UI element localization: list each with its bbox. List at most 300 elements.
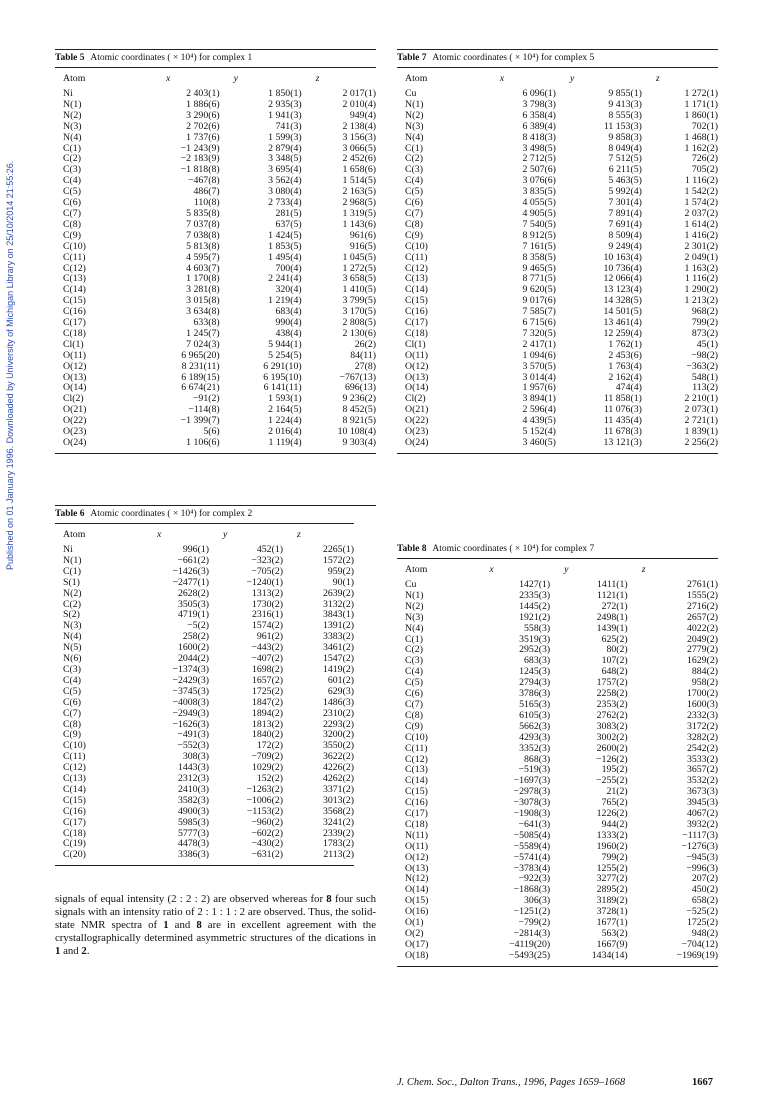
atom-cell: O(2) [405,928,424,939]
atom-cell: Cl(2) [63,393,84,405]
coordinate-cell: 2335(3) [519,589,551,601]
coordinate-cell: −2814(3) [513,928,551,939]
coordinate-cell: 3282(2) [686,731,718,743]
coordinate-cell: 1960(2) [596,840,628,852]
atom-cell: C(13) [63,773,86,785]
coordinate-cell: 629(3) [327,685,354,697]
coordinate-cell: 4 905(5) [522,207,556,219]
coordinate-cell: 5 835(8) [186,207,220,219]
coordinate-cell: 6 291(10) [263,360,302,372]
coordinate-cell: 3 894(1) [522,393,556,405]
coordinate-cell: 1 116(2) [684,273,718,285]
table-row [397,264,718,275]
coordinate-cell: −5493(25) [508,949,551,961]
table-row [397,394,718,405]
coordinate-cell: 949(4) [349,109,376,121]
coordinate-cell: 1667(9) [596,938,628,950]
table-row [397,711,718,722]
atom-cell: O(14) [405,884,429,896]
coordinate-cell: −2 183(9) [180,153,220,165]
coordinate-cell: 2 256(2) [684,437,718,448]
coordinate-cell: 3533(2) [686,753,718,765]
coordinate-cell: 3132(2) [322,598,354,610]
table-row [397,645,718,656]
atom-cell: O(16) [405,906,429,918]
coordinate-cell: 5 254(5) [268,349,302,361]
atom-cell: C(14) [63,783,86,795]
atom-cell: C(3) [63,164,81,176]
atom-cell: N(1) [405,589,424,601]
coordinate-cell: 6 195(10) [263,371,302,383]
coordinate-cell: 2779(2) [686,644,718,656]
atom-cell: C(2) [405,153,423,165]
atom-cell: C(12) [63,762,86,774]
coordinate-cell: 1730(2) [251,598,283,610]
coordinate-cell: 2 073(1) [684,404,718,416]
coordinate-cell: 799(2) [601,851,628,863]
coordinate-cell: 6 358(4) [522,109,556,121]
atom-cell: N(4) [63,131,82,143]
coordinate-cell: 10 108(4) [337,426,376,438]
coordinate-cell: 2 130(6) [342,327,376,339]
table-caption [397,544,718,554]
coordinate-cell: 868(3) [524,753,551,765]
coordinate-cell: 2 702(6) [186,120,220,132]
column-header: Atom [63,529,86,540]
coordinate-cell: 2657(2) [686,611,718,623]
coordinate-cell: 10 163(4) [603,251,642,263]
coordinate-cell: 6 389(4) [522,120,556,132]
atom-cell: C(2) [63,598,81,610]
atom-cell: N(2) [63,109,82,121]
coordinate-cell: 2952(3) [519,644,551,656]
table-row [397,885,718,896]
table-row [397,122,718,133]
coordinate-cell: 3386(3) [177,849,209,861]
coordinate-cell: 2 712(5) [522,153,556,165]
column-header: y [233,73,238,84]
atom-cell: Cl(1) [405,338,426,350]
coordinate-cell: 3532(2) [686,775,718,787]
coordinate-cell: 1600(3) [686,698,718,710]
coordinate-cell: 3582(3) [177,794,209,806]
coordinate-cell: 1 941(3) [268,109,302,121]
coordinate-cell: 5 813(8) [186,240,220,252]
table-row [397,405,718,416]
atom-cell: O(1) [405,917,424,929]
coordinate-cell: 2761(1) [686,579,718,590]
atom-cell: C(18) [405,327,428,339]
table-row [397,242,718,253]
coordinate-cell: 3241(2) [322,816,354,828]
coordinate-cell: 11 435(4) [603,415,642,427]
table-caption [55,53,376,63]
coordinate-cell: 7 024(3) [186,338,220,350]
table-row [397,831,718,842]
coordinate-cell: 2 879(4) [268,142,302,154]
coordinate-cell: 8 771(5) [522,273,556,285]
atom-cell: C(3) [63,663,81,675]
coordinate-cell: 1 514(5) [342,175,376,187]
coordinate-cell: 13 461(4) [603,317,642,329]
atom-cell: C(4) [63,674,81,686]
atom-cell: C(15) [405,786,428,798]
coordinate-cell: 1 045(5) [342,251,376,263]
coordinate-cell: 207(2) [691,873,718,885]
atom-cell: O(24) [405,437,429,448]
coordinate-cell: 1600(2) [177,642,209,654]
coordinate-cell: 3 076(6) [522,175,556,187]
coordinate-cell: 195(2) [601,764,628,776]
coordinate-cell: 1486(3) [322,696,354,708]
coordinate-cell: −996(3) [686,862,718,874]
atom-cell: C(5) [63,685,81,697]
coordinate-cell: 3352(3) [519,742,551,754]
coordinate-cell: 1 162(2) [684,142,718,154]
table-row [397,722,718,733]
atom-cell: C(17) [405,808,428,820]
coordinate-cell: 12 259(4) [603,327,642,339]
table-row [397,296,718,307]
coordinate-cell: 1427(1) [519,579,551,590]
coordinate-cell: 11 858(1) [603,393,642,405]
coordinate-cell: 3657(2) [686,764,718,776]
atom-cell: O(13) [405,862,429,874]
table-row [397,787,718,798]
coordinate-cell: 3 798(3) [522,98,556,110]
coordinate-cell: 5165(3) [519,698,551,710]
coordinate-cell: −91(2) [192,393,220,405]
atom-cell: O(23) [405,426,429,438]
table-row [397,274,718,285]
coordinate-cell: 1847(2) [251,696,283,708]
atom-cell: C(9) [405,720,423,732]
atom-cell: C(17) [63,317,86,329]
coordinate-cell: 1411(1) [597,579,628,590]
table-row [397,373,718,384]
column-header: y [564,564,569,575]
coordinate-cell: 625(2) [601,633,628,645]
atom-cell: C(4) [405,666,423,678]
coordinate-cell: 3519(3) [519,633,551,645]
coordinate-cell: 2498(1) [596,611,628,623]
atom-cell: O(13) [405,371,429,383]
atom-cell: C(6) [63,696,81,708]
coordinate-cell: 9 303(4) [342,437,376,448]
coordinate-cell: −1908(3) [513,808,551,820]
atom-cell: O(24) [63,437,87,448]
table-row [397,427,718,438]
coordinate-cell: −1426(3) [172,565,209,577]
coordinate-cell: −705(2) [251,565,283,577]
coordinate-cell: 1245(3) [519,666,551,678]
coordinate-cell: 702(1) [691,120,718,132]
coordinate-cell: 9 855(1) [608,88,642,99]
atom-cell: N(11) [405,829,429,841]
coordinate-cell: 3622(2) [322,751,354,763]
table-row [55,253,376,264]
atom-cell: N(3) [63,620,82,632]
atom-cell: Cl(2) [405,393,426,405]
table-rule [55,49,376,50]
coordinate-cell: 2316(1) [251,609,283,621]
coordinate-cell: 1 213(2) [684,295,718,307]
coordinate-cell: 2310(2) [322,707,354,719]
coordinate-cell: 2 453(6) [608,349,642,361]
atom-cell: C(7) [405,207,423,219]
coordinate-cell: 7 585(7) [522,306,556,318]
coordinate-cell: 3 170(5) [342,306,376,318]
coordinate-cell: 3945(3) [686,797,718,809]
coordinate-cell: −3078(3) [513,797,551,809]
coordinate-cell: 4 439(5) [522,415,556,427]
coordinate-cell: 799(2) [691,317,718,329]
coordinate-cell: 1813(2) [251,718,283,730]
atom-cell: C(7) [63,207,81,219]
table-caption-text: Atomic coordinates ( × 10⁴) for complex 7 [432,544,595,554]
atom-cell: N(3) [63,120,82,132]
coordinate-cell: −5589(4) [513,840,551,852]
coordinate-cell: 2 017(1) [342,88,376,99]
coordinate-cell: 3013(2) [322,794,354,806]
atom-cell: Ni [63,88,73,99]
coordinate-cell: 6 141(11) [263,382,302,394]
table-row [397,776,718,787]
coordinate-cell: 1 763(4) [608,360,642,372]
coordinate-cell: 1226(2) [596,808,628,820]
coordinate-cell: 7 301(4) [608,197,642,209]
atom-cell: O(22) [63,415,87,427]
coordinate-cell: 1 614(2) [684,218,718,230]
coordinate-cell: 1 224(4) [268,415,302,427]
coordinate-cell: 3728(1) [596,906,628,918]
coordinate-cell: 26(2) [354,338,376,350]
atom-cell: N(5) [63,642,82,654]
table-row [397,656,718,667]
coordinate-cell: 10 736(4) [603,262,642,274]
coordinate-cell: 3932(2) [686,818,718,830]
coordinate-cell: 3 066(5) [342,142,376,154]
coordinate-cell: 90(1) [332,576,354,588]
coordinate-cell: −5741(4) [513,851,551,863]
coordinate-cell: 1419(2) [322,663,354,675]
coordinate-cell: 2628(2) [177,587,209,599]
coordinate-cell: 3 460(5) [522,437,556,448]
coordinate-cell: 320(4) [275,284,302,296]
coordinate-cell: 3 348(5) [268,153,302,165]
coordinate-cell: 1255(2) [596,862,628,874]
coordinate-cell: 2 403(1) [186,88,220,99]
coordinate-cell: −2429(3) [172,674,209,686]
coordinate-cell: 3 835(5) [522,186,556,198]
coordinate-cell: −5085(4) [513,829,551,841]
coordinate-cell: 3277(2) [596,873,628,885]
coordinate-cell: 637(5) [275,218,302,230]
atom-cell: C(1) [405,633,423,645]
coordinate-cell: 12 066(4) [603,273,642,285]
atom-cell: C(12) [405,753,428,765]
coordinate-cell: 452(1) [256,544,283,555]
coordinate-cell: −1 399(7) [180,415,220,427]
coordinate-cell: 3843(1) [322,609,354,621]
column-header: x [499,73,505,84]
table-row [397,853,718,864]
atom-cell: C(8) [63,718,81,730]
coordinate-cell: 1698(2) [251,663,283,675]
table-label: Table 5 [55,53,85,63]
coordinate-cell: 1 410(5) [342,284,376,296]
coordinate-cell: −661(2) [177,554,209,566]
atom-cell: N(1) [63,98,82,110]
table-row [55,589,354,600]
coordinate-cell: 1 853(5) [268,240,302,252]
coordinate-cell: 308(3) [182,751,209,763]
atom-cell: C(5) [405,677,423,689]
atom-cell: O(11) [405,349,429,361]
coordinate-cell: 6 674(21) [181,382,220,394]
coordinate-cell: 3 799(5) [342,295,376,307]
coordinate-cell: 3550(2) [322,740,354,752]
coordinate-cell: 3172(2) [686,720,718,732]
atom-cell: O(11) [405,840,429,852]
coordinate-cell: 700(4) [275,262,302,274]
coordinate-cell: 5(6) [203,426,220,438]
atom-cell: C(18) [63,827,86,839]
atom-cell: C(16) [63,306,86,318]
coordinate-cell: 1 658(6) [342,164,376,176]
coordinate-cell: 948(2) [691,928,718,939]
coordinate-cell: −1276(3) [681,840,718,852]
coordinate-cell: −430(2) [251,838,283,850]
table-row [55,438,376,453]
table-row [397,165,718,176]
coordinate-cell: −323(2) [251,554,283,566]
table-label: Table 7 [397,53,427,63]
coordinate-cell: 1 245(7) [186,327,220,339]
atom-cell: C(10) [63,240,86,252]
coordinates-table [55,67,376,454]
coordinate-cell: 2 507(6) [522,164,556,176]
coordinate-cell: 726(2) [691,153,718,165]
column-header: z [297,529,301,540]
atom-cell: C(14) [63,284,86,296]
coordinate-cell: 3 281(8) [186,284,220,296]
coordinate-cell: 3 658(5) [342,273,376,285]
coordinate-cell: 1 762(1) [608,338,642,350]
table-caption [397,53,718,63]
coordinate-cell: 633(8) [193,317,220,329]
coordinate-cell: 5662(3) [519,720,551,732]
coordinate-cell: 1894(2) [251,707,283,719]
coordinate-cell: 84(11) [350,349,376,361]
coordinate-cell: 11 678(3) [603,426,642,438]
coordinate-cell: 1547(2) [322,653,354,665]
coordinate-cell: 705(2) [691,164,718,176]
column-header: y [223,529,228,540]
atom-cell: S(2) [63,609,80,621]
atom-cell: C(9) [63,729,81,741]
table-row [397,318,718,329]
coordinate-cell: −407(2) [251,653,283,665]
coordinate-cell: 3200(2) [322,729,354,741]
coordinate-cell: 4478(3) [177,838,209,850]
table-row [397,383,718,394]
coordinate-cell: 1 106(6) [186,437,220,448]
table-row [397,340,718,351]
coordinate-cell: 6 211(5) [608,164,642,176]
coordinate-cell: 961(2) [256,631,283,643]
coordinate-cell: 1 957(6) [522,382,556,394]
table-5-block [55,49,376,454]
coordinate-cell: −467(8) [187,175,220,187]
coordinate-cell: 1 143(6) [342,218,376,230]
coordinate-cell: 4719(1) [177,609,209,621]
coordinate-cell: 9 017(6) [522,295,556,307]
atom-cell: C(10) [63,740,86,752]
table-row [397,755,718,766]
coordinate-cell: −704(12) [681,938,718,950]
coordinate-cell: 2 016(4) [268,426,302,438]
coordinate-cell: 3786(3) [519,688,551,700]
coordinate-cell: 2 596(4) [522,404,556,416]
coordinate-cell: 5 944(1) [268,338,302,350]
coordinate-cell: 107(2) [601,655,628,667]
coordinate-cell: 3002(2) [596,731,628,743]
coordinate-cell: −491(3) [177,729,209,741]
coordinate-cell: 1 171(1) [684,98,718,110]
atom-cell: N(4) [63,631,82,643]
coordinate-cell: 3 562(4) [268,175,302,187]
table-row [397,220,718,231]
coordinate-cell: 486(7) [193,186,220,198]
table-row [397,133,718,144]
coordinate-cell: 5985(3) [177,816,209,828]
table-row [397,744,718,755]
coordinate-cell: 961(6) [349,229,376,241]
table-row [397,416,718,427]
table-row [397,896,718,907]
table-7-block [397,49,718,454]
table-row [397,842,718,853]
coordinate-cell: 14 328(5) [603,295,642,307]
coordinate-cell: 1 416(2) [684,229,718,241]
coordinate-cell: −945(3) [686,851,718,863]
table-row [397,89,718,100]
atom-cell: C(9) [405,229,423,241]
coordinate-cell: 548(1) [691,371,718,383]
coordinate-cell: 1 272(5) [342,262,376,274]
table-row [397,874,718,885]
coordinates-table [55,523,354,866]
coordinate-cell: 2049(2) [686,633,718,645]
coordinate-cell: 2639(2) [322,587,354,599]
coordinate-cell: 3 570(5) [522,360,556,372]
coordinate-cell: 2 037(2) [684,207,718,219]
coordinate-cell: 958(2) [691,677,718,689]
coordinate-cell: 1574(2) [251,620,283,632]
coordinate-cell: 944(2) [601,818,628,830]
coordinate-cell: 1921(2) [519,611,551,623]
coordinate-cell: 8 418(3) [522,131,556,143]
coordinate-cell: 990(4) [275,317,302,329]
column-header: z [315,73,320,84]
coordinate-cell: −363(2) [686,360,718,372]
coordinate-cell: 2 452(6) [342,153,376,165]
coordinate-cell: 1700(2) [686,688,718,700]
coordinate-cell: 110(8) [193,197,220,209]
atom-cell: O(15) [405,895,429,907]
coordinate-cell: 8 452(5) [342,404,376,416]
